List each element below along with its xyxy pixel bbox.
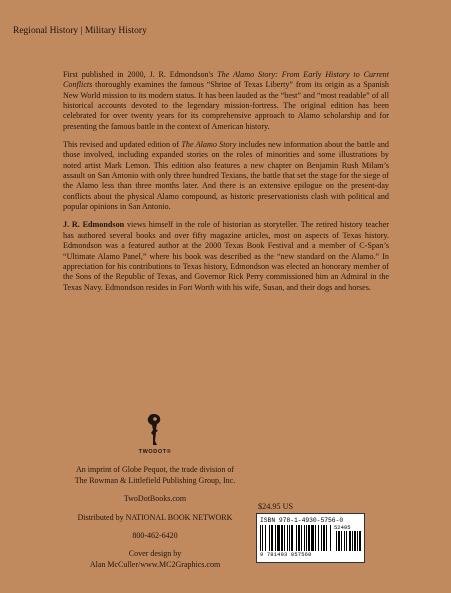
price-addon-code: 52495 [334,524,351,531]
author-name: J. R. Edmondson [63,220,125,230]
isbn-barcode [256,513,365,563]
blurb-paragraph-2: This revised and updated edition of The Alamo Story includes new information about the battle and those involved, including expanded stories on the roles of minorities and some illustrations by noted artist Mark Lemon. This edition also features a new chapter on Benjamin Rush Milam’s assault on San Antonio with only three hundred Texians, the battle that set the stage for the siege of the Alamo less than three months later. And there is an extensive epilogue on the present-day conflicts about the physical Alamo compound, as historic preservationists clash with political and popular opinions in San Antonio. [63,140,389,212]
author-bio: J. R. Edmondson views himself in the role of historian as storyteller. The retired history teacher has authored several books and over fifty magazine articles, most on aspects of Texas history. Edmondson was a featured author at the 2000 Texas Book Festival and a member of C-Span’s “Ultimate Alamo Panel,” where his book was described as the “new standard on the Alamo.” In appreciation for his contributions to Texas history, Edmondson was elected an honorary member of the Sons of the Republic of Texas, and Governor Rick Perry commissioned him an Admiral in the Texas Navy. Edmondson resides in Fort Worth with his wife, Susan, and their dogs and horses. [63,220,390,292]
phone-number: 800-462-6420 [132,531,178,540]
twodot-figure-icon [144,413,166,447]
book-title: The Alamo Story: From Early History to Current Conflicts [63,70,389,90]
back-cover-blurb [63,70,389,301]
imprint-line-2: The Rowman & Littlefield Publishing Group, Inc. [74,476,236,485]
barcode-digits: 9 781493 057560 [260,552,312,558]
publisher-logo [125,413,185,455]
publisher-website: TwoDotBooks.com [123,494,187,503]
cover-credit-line-1: Cover design by [128,549,182,558]
distributor: Distributed by NATIONAL BOOK NETWORK [77,513,233,522]
price-label: $24.95 US [258,502,294,511]
barcode-bars [260,525,361,552]
isbn-number: ISBN 978-1-4930-5756-0 [260,517,344,524]
blurb-paragraph-1: First published in 2000, J. R. Edmondson's The Alamo Story: From Early History to Current Conflicts thoroughly examines the famous “Shrine of Texas Liberty” from its origin as a Spanish New World mission to its modern status. It has been lauded as the “best” and “most readable” of all historical accounts devoted to the legendary mission-fortress. The original edition has been celebrated for over twenty years for its comprehensive approach to Alamo scholarship and for presenting the famous battle in the context of American history. [63,70,389,131]
cover-credit-line-2: Alan McCuller/www.MC2Graphics.com [89,560,221,569]
book-title-short: The Alamo Story [181,140,237,150]
category-label: Regional History | Military History [13,26,147,36]
imprint-line-1: An imprint of Globe Pequot, the trade division of [76,465,234,474]
publisher-brand: TWODOT® [138,449,172,455]
